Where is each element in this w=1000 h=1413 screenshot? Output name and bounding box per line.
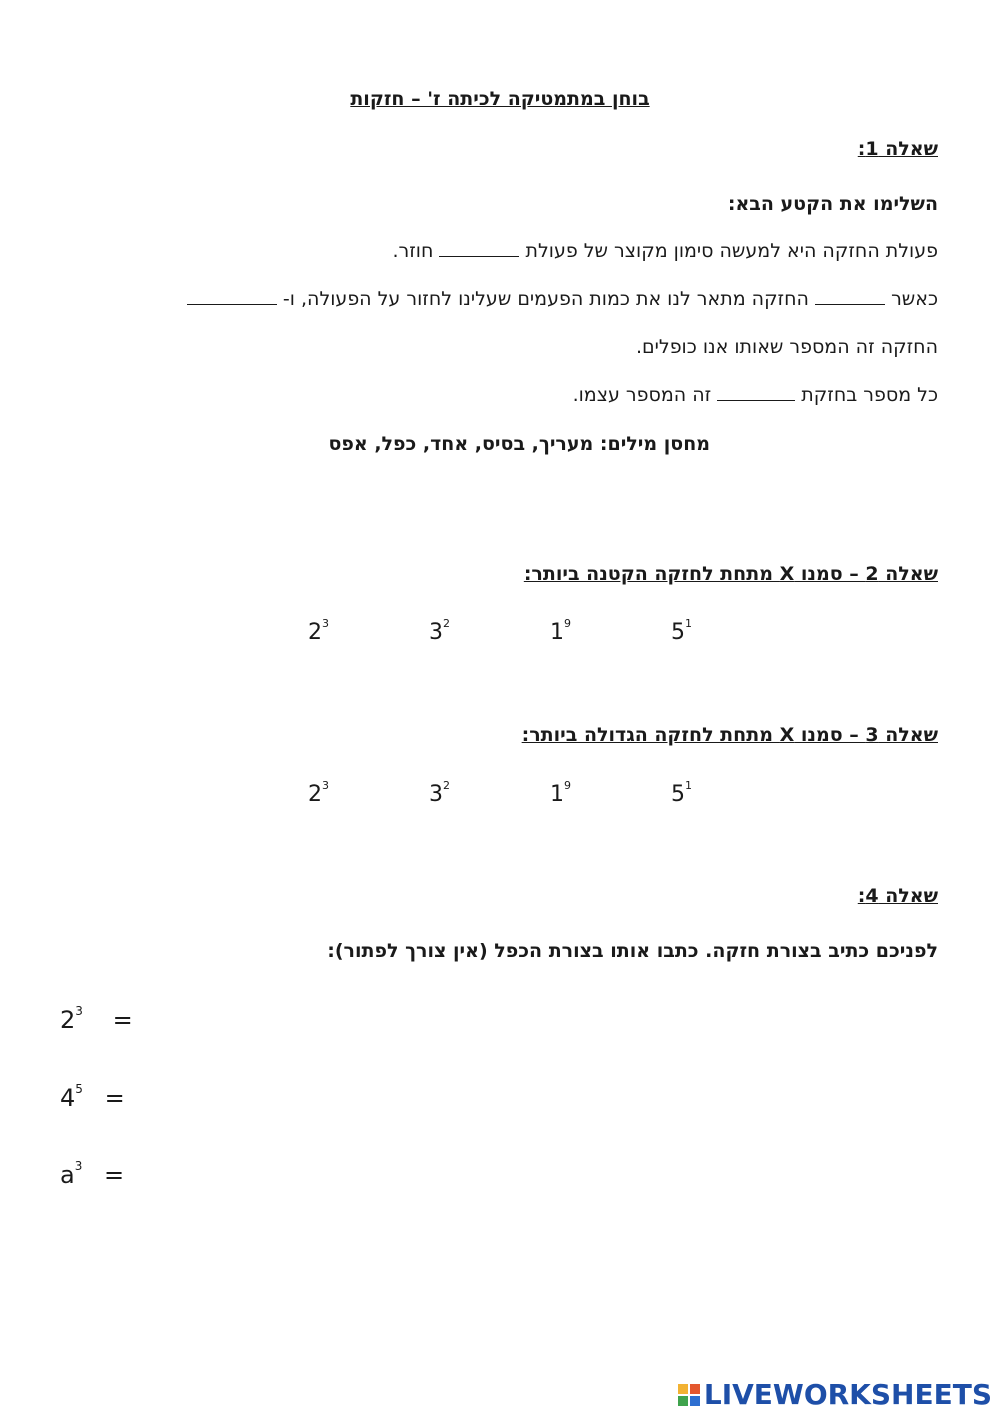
q1-line-2 [187,288,938,310]
power-base: 2 [308,782,322,807]
equals-sign: = [112,1006,133,1034]
q4-instruction: לפניכם כתיב בצורת חזקה. כתבו אותו בצורת הכפל (אין צורך לפתור): [327,940,938,962]
power-exponent: 3 [74,1159,83,1173]
power-exponent: 5 [75,1082,83,1096]
power-base: 4 [60,1084,76,1112]
power-exponent: 9 [564,778,571,792]
q1-line-3: החזקה זה המספר שאותו אנו כופלים. [636,336,938,358]
q4-expression-3 [60,1161,124,1189]
q3-power-1[interactable] [308,778,329,807]
q1-line4-text-b: זה המספר עצמו. [572,384,712,406]
q4-expression-2 [60,1084,125,1112]
power-exponent: 3 [75,1004,83,1018]
power-exponent: 2 [443,778,450,792]
q1-blank-3[interactable] [187,288,277,305]
q1-line1-text-a: פעולת החזקה היא למעשה סימון מקוצר של פעולת [525,240,938,262]
equals-sign: = [104,1084,125,1112]
power-exponent: 2 [443,616,450,630]
q3-heading: שאלה 3 – סמנו X מתחת לחזקה הגדולה ביותר: [521,724,938,746]
q3-power-4[interactable] [671,778,692,807]
power-exponent: 3 [322,778,329,792]
power-base: 1 [550,782,564,807]
equals-sign: = [104,1161,125,1189]
power-base: a [60,1161,75,1189]
q1-line-1 [392,240,938,262]
power-base: 2 [308,620,322,645]
q1-blank-1[interactable] [439,240,519,257]
power-exponent: 9 [564,616,571,630]
q2-power-2[interactable] [429,616,450,645]
q1-blank-4[interactable] [717,384,795,401]
q1-line2-text-a: כאשר [891,288,938,310]
worksheet-title: בוחן במתמטיקה לכיתה ז' – חזקות [350,88,650,110]
q1-word-bank: מחסן מילים: מעריך, בסיס, אחד, כפל, אפס [328,433,710,455]
power-base: 1 [550,620,564,645]
liveworksheets-logo [678,1378,992,1411]
q4-heading: שאלה 4: [857,885,938,907]
q2-heading: שאלה 2 – סמנו X מתחת לחזקה הקטנה ביותר: [523,563,938,585]
q4-expression-1 [60,1006,133,1034]
q2-power-3[interactable] [550,616,571,645]
power-base: 5 [671,620,685,645]
power-exponent: 3 [322,616,329,630]
power-base: 3 [429,782,443,807]
q1-heading: שאלה 1: [857,138,938,160]
q1-line-4 [573,384,938,406]
brand-name: LIVEWORKSHEETS [703,1378,992,1411]
q1-line1-text-b: חוזר. [392,240,434,262]
q1-line2-text-b: החזקה מתאר לנו את כמות הפעמים שעלינו לחזור על הפעולה, ו- [282,288,809,310]
liveworksheets-logo-icon [678,1384,700,1406]
power-base: 5 [671,782,685,807]
power-base: 3 [429,620,443,645]
q1-blank-2[interactable] [815,288,885,305]
q3-power-2[interactable] [429,778,450,807]
power-exponent: 1 [685,616,692,630]
q2-power-1[interactable] [308,616,329,645]
q1-instruction: השלימו את הקטע הבא: [727,193,938,215]
q2-power-4[interactable] [671,616,692,645]
q1-line4-text-a: כל מספר בחזקת [801,384,938,406]
q3-power-3[interactable] [550,778,571,807]
power-base: 2 [60,1006,76,1034]
power-exponent: 1 [685,778,692,792]
